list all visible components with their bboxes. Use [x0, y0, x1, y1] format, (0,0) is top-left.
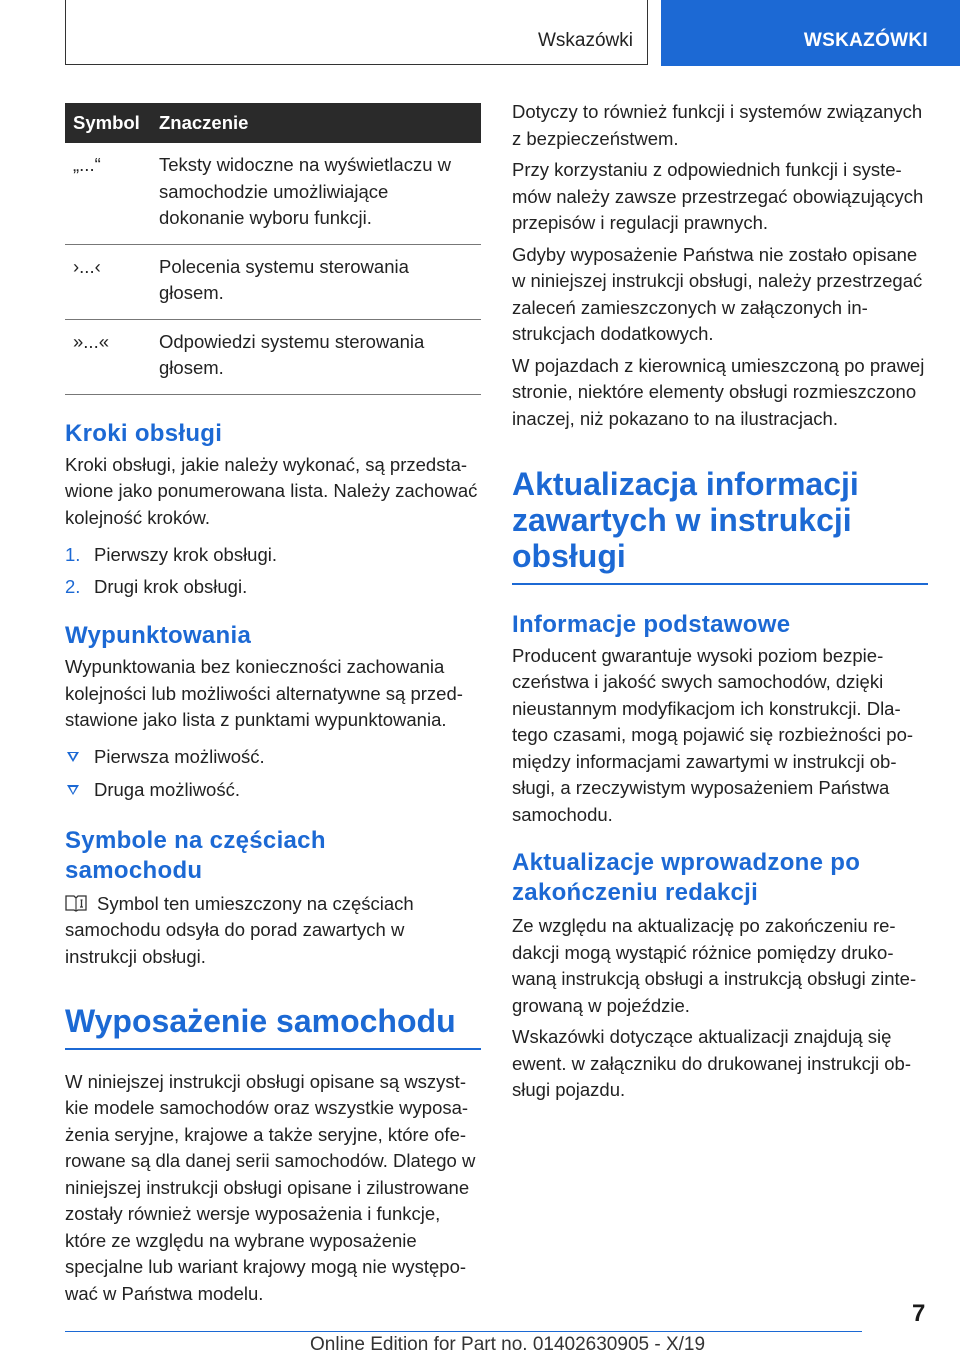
right-column	[512, 99, 928, 1104]
heading-symbole	[65, 826, 481, 886]
aktualizacje-paragraph: Wskazówki dotyczące aktualizacji znajdują się ewent. w załączniku do drukowanej instrukcji obsługi pojazdu.	[512, 1026, 911, 1100]
table-cell-meaning: Polecenia systemu sterowania głosem.	[151, 244, 481, 319]
wyposazenie-text: W niniejszej instrukcji obsługi opisane są wszystkie modele samochodów oraz wszystkie wyposażenia seryjne, krajowe a także seryjne, które oferowane są dla danej serii samochodów. Dlatego w niniejszej instrukcji obsługi opisane i zilustrowane zostały również wersje wyposażenia i funkcje, które ze względu na wybrane wyposażenie specjalne lub wariant krajowy mogą nie występować w Państwa modelu.	[65, 1070, 476, 1304]
book-info-icon	[65, 894, 87, 912]
right-paragraph: Gdyby wyposażenie Państwa nie zostało opisane w niniejszej instrukcji obsługi, należy przestrzegać zaleceń zamieszczonych w załączonych instrukcjach dodatkowych.	[512, 243, 923, 344]
right-paragraph: W pojazdach z kierownicą umieszczoną po prawej stronie, niektóre elementy obsługi rozmieszczono inaczej, niż pokazano to na ilustracjach.	[512, 354, 925, 429]
col-header-meaning: Znaczenie	[159, 111, 249, 133]
symbole-paragraph	[65, 891, 481, 971]
wypunktowania-text: Wypunktowania bez konieczności zachowania kolejności lub możliwości alternatywne są przedstawione jako lista z punktami wypunktowania.	[65, 656, 463, 730]
symbole-text: Symbol ten umieszczony na częściach samochodu odsyła do porad zawartych w instrukcji obsługi.	[65, 892, 414, 967]
right-paragraph: Dotyczy to również funkcji i systemów związanych z bezpieczeństwem.	[512, 101, 923, 149]
bullet-text: Druga możliwość.	[94, 779, 240, 800]
footer-rule	[65, 1331, 862, 1332]
heading-aktualizacja	[512, 466, 928, 574]
left-column	[65, 103, 481, 1307]
triangle-bullet-icon	[67, 752, 79, 762]
heading-rule	[512, 583, 928, 585]
header-chapter-tab	[661, 0, 960, 66]
heading-aktualizacje	[512, 848, 928, 908]
bullet-list	[65, 744, 481, 804]
table-cell-meaning: Odpowiedzi systemu sterowania głosem.	[151, 319, 481, 394]
header-section-box	[65, 0, 648, 65]
list-item	[65, 744, 481, 771]
step-text: Pierwszy krok obsługi.	[94, 544, 278, 565]
heading-rule	[65, 1048, 481, 1050]
step-number: 2.	[65, 575, 81, 597]
heading-line: samochodu	[65, 856, 203, 884]
header-chapter-label: WSKAZÓWKI	[803, 30, 928, 51]
edition-footer: Online Edition for Part no. 01402630905 - X/19	[310, 1334, 706, 1355]
heading-line: zawartych w instrukcji	[512, 502, 852, 538]
heading-line: obsługi	[512, 538, 626, 574]
table-row	[65, 319, 481, 394]
table-cell-symbol: ›...‹	[65, 244, 151, 319]
kroki-text: Kroki obsługi, jakie należy wykonać, są przedstawione jako ponumerowana lista. Należy zachować kolejność kroków.	[65, 453, 478, 528]
table-row	[65, 244, 481, 319]
heading-wypunktowania: Wypunktowania	[65, 622, 252, 649]
heading-line: zakończeniu redakcji	[512, 879, 759, 906]
table-cell-symbol: »...«	[65, 319, 151, 394]
table-cell-symbol: „...“	[65, 143, 151, 244]
step-number: 1.	[65, 544, 81, 565]
aktualizacje-paragraph: Ze względu na aktualizację po zakończeniu redakcji mogą wystąpić różnice pomiędzy drukowaną instrukcją obsługi a instrukcją obsługi zintegrowaną w pojeździe.	[512, 915, 917, 1016]
col-header-symbol: Symbol	[73, 111, 140, 133]
page-header	[0, 0, 960, 66]
step-text: Drugi krok obsługi.	[94, 575, 248, 597]
symbol-table	[65, 103, 481, 395]
heading-wyposazenie: Wyposażenie samochodu	[65, 1003, 456, 1039]
heading-informacje: Informacje podstawowe	[512, 610, 791, 638]
symbol-table-header	[65, 103, 481, 143]
triangle-bullet-icon	[67, 785, 79, 795]
bullet-text: Pierwsza możliwość.	[94, 745, 265, 767]
heading-line: Aktualizacja informacji	[512, 466, 859, 502]
list-item	[65, 777, 481, 804]
steps-list	[65, 542, 481, 600]
header-section-label: Wskazówki	[537, 30, 633, 51]
informacje-text: Producent gwarantuje wysoki poziom bezpieczeństwa i jakość swych samochodów, dzięki nieustannym modyfikacjom ich konstrukcji. Dlatego czasami, mogą pojawić się rozbieżności pomiędzy informacjami zawartymi w instrukcji obsługi, a rzeczywistym wyposażeniem Państwa samochodu.	[512, 644, 914, 825]
page-number: 7	[912, 1300, 926, 1327]
heading-kroki: Kroki obsługi	[65, 419, 223, 447]
table-cell-meaning: Teksty widoczne na wyświetlaczu w samochodzie umożliwiające dokonanie wyboru funkcji.	[151, 143, 481, 244]
right-paragraph: Przy korzystaniu z odpowiednich funkcji i systemów należy zawsze przestrzegać obowiązujących przepisów i regulacji prawnych.	[512, 159, 924, 233]
table-row	[65, 143, 481, 244]
heading-line: Aktualizacje wprowadzone po	[512, 849, 861, 876]
list-item	[65, 542, 481, 569]
list-item	[65, 574, 481, 601]
heading-line: Symbole na częściach	[65, 826, 326, 854]
